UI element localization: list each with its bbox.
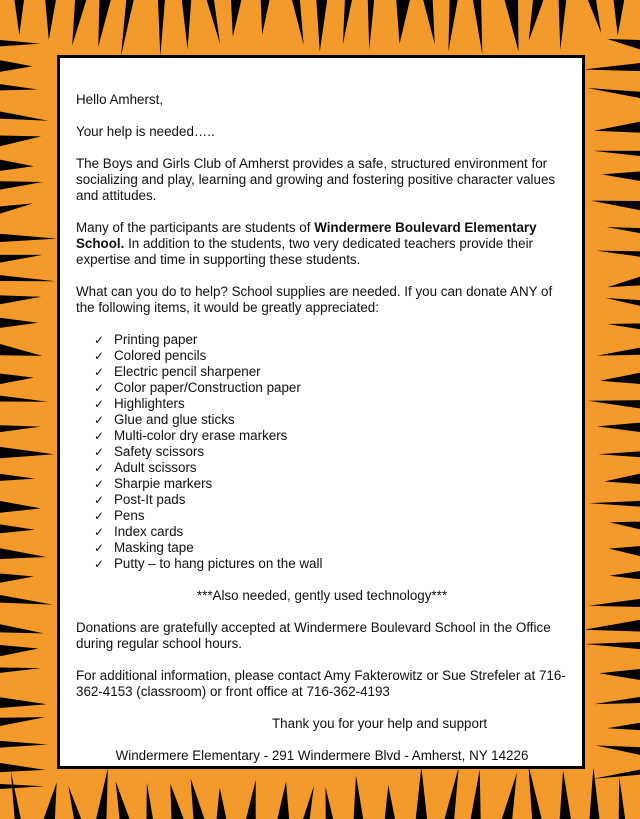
supply-item-label: Putty – to hang pictures on the wall	[114, 556, 323, 571]
supply-item-label: Color paper/Construction paper	[114, 380, 301, 395]
paragraph-how-to-help: What can you do to help? School supplies are needed. If you can donate ANY of the following items, it would be greatly appreciated:	[76, 284, 553, 315]
paragraph-participants-prefix: Many of the participants are students of	[76, 220, 315, 235]
check-mark-icon: ✓	[94, 509, 105, 523]
check-mark-icon: ✓	[94, 333, 105, 347]
supply-item-label: Masking tape	[114, 540, 194, 555]
school-name-bold: Windermere Boulevard Elementary School.	[76, 220, 537, 251]
supply-item	[94, 332, 568, 348]
check-mark-icon: ✓	[94, 525, 105, 539]
paragraph-about-club: The Boys and Girls Club of Amherst provides a safe, structured environment for socializing and play, learning and growing and fostering positive character values and attitudes.	[76, 156, 556, 203]
supply-item	[94, 412, 568, 428]
check-mark-icon: ✓	[94, 477, 105, 491]
supply-item	[94, 460, 568, 476]
check-mark-icon: ✓	[94, 349, 105, 363]
supply-item-label: Adult scissors	[114, 460, 197, 475]
supply-item-label: Colored pencils	[114, 348, 207, 363]
greeting: Hello Amherst,	[76, 92, 164, 107]
supply-item-label: Sharpie markers	[114, 476, 213, 491]
supply-item	[94, 380, 568, 396]
check-mark-icon: ✓	[94, 493, 105, 507]
supply-item-label: Safety scissors	[114, 444, 205, 459]
supply-item-label: Printing paper	[114, 332, 198, 347]
check-mark-icon: ✓	[94, 445, 105, 459]
paragraph-participants-suffix: In addition to the students, two very dedicated teachers provide their expertise and time in supporting these students.	[76, 236, 534, 267]
check-mark-icon: ✓	[94, 413, 105, 427]
supply-item	[94, 396, 568, 412]
intro-line: Your help is needed…..	[76, 124, 215, 139]
check-mark-icon: ✓	[94, 365, 105, 379]
supply-item-label: Index cards	[114, 524, 184, 539]
letter-page	[57, 55, 585, 769]
check-mark-icon: ✓	[94, 397, 105, 411]
supply-item	[94, 364, 568, 380]
supply-item	[94, 444, 568, 460]
supply-item-label: Post-It pads	[114, 492, 186, 507]
supply-item	[94, 556, 568, 572]
also-needed-note: ***Also needed, gently used technology***	[196, 588, 448, 603]
supply-item	[94, 428, 568, 444]
supply-item-label: Highlighters	[114, 396, 185, 411]
check-mark-icon: ✓	[94, 541, 105, 555]
check-mark-icon: ✓	[94, 381, 105, 395]
supply-item	[94, 476, 568, 492]
supply-item-label: Multi-color dry erase markers	[114, 428, 288, 443]
supplies-list	[76, 332, 568, 572]
supply-item	[94, 524, 568, 540]
footer-address: Windermere Elementary - 291 Windermere Blvd - Amherst, NY 14226	[115, 748, 529, 763]
supply-item-label: Pens	[114, 508, 145, 523]
paragraph-contact: For additional information, please contact Amy Fakterowitz or Sue Strefeler at 716-362-4153 (classroom) or front office at 716-362-4193	[76, 668, 566, 699]
supply-item	[94, 348, 568, 364]
supply-item-label: Glue and glue sticks	[114, 412, 235, 427]
check-mark-icon: ✓	[94, 461, 105, 475]
check-mark-icon: ✓	[94, 429, 105, 443]
supply-item	[94, 492, 568, 508]
thank-you-line: Thank you for your help and support	[272, 716, 488, 731]
paragraph-participants	[76, 220, 568, 268]
check-mark-icon: ✓	[94, 557, 105, 571]
supply-item-label: Electric pencil sharpener	[114, 364, 261, 379]
paragraph-donations: Donations are gratefully accepted at Windermere Boulevard School in the Office during regular school hours.	[76, 620, 551, 651]
supply-item	[94, 540, 568, 556]
supply-item	[94, 508, 568, 524]
